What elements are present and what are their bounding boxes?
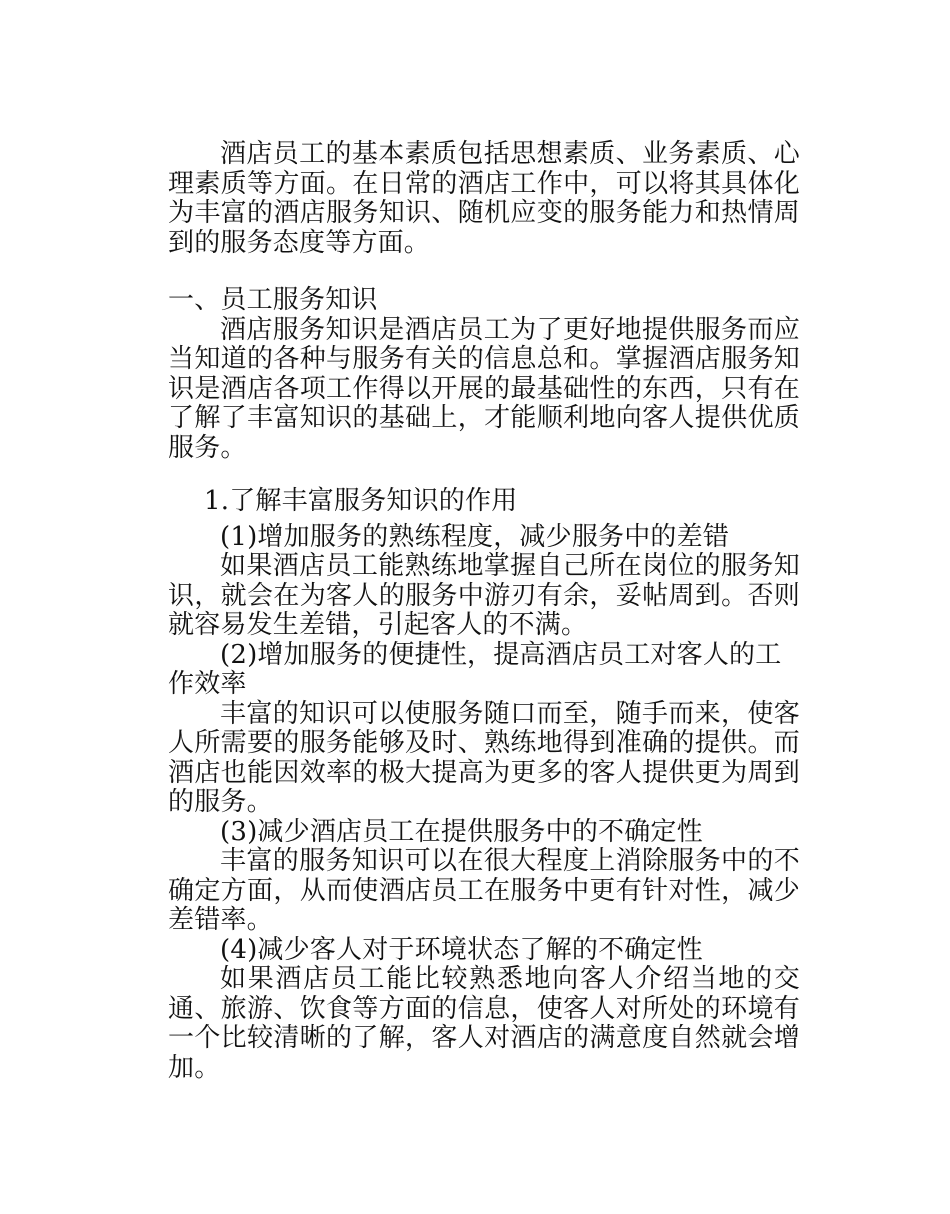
item-paragraph: 丰富的知识可以使服务随口而至，随手而来，使客人所需要的服务能够及时、熟练地得到准确的提供。而酒店也能因效率的极大提高为更多的客人提供更为周到的服务。 (168, 698, 800, 817)
item-heading: (2)增加服务的便捷性，提高酒店员工对客人的工作效率 (168, 639, 782, 699)
item-paragraph: 如果酒店员工能比较熟悉地向客人介绍当地的交通、旅游、饮食等方面的信息，使客人对所处的环境有一个比较清晰的了解，客人对酒店的满意度自然就会增加。 (168, 964, 800, 1083)
section-paragraph: 酒店服务知识是酒店员工为了更好地提供服务而应当知道的各种与服务有关的信息总和。掌握酒店服务知识是酒店各项工作得以开展的最基础性的东西，只有在了解了丰富知识的基础上，才能顺利地向客人提供优质服务。 (168, 314, 800, 463)
spacer (168, 258, 800, 286)
item-paragraph: 丰富的服务知识可以在很大程度上消除服务中的不确定方面，从而使酒店员工在服务中更有针对性，减少差错率。 (168, 846, 800, 935)
subsection-heading: 1.了解丰富服务知识的作用 (204, 486, 518, 516)
spacer (168, 463, 800, 487)
document-page (168, 140, 800, 1083)
item-paragraph: 如果酒店员工能熟练地掌握自己所在岗位的服务知识，就会在为客人的服务中游刃有余，妥帖周到。否则就容易发生差错，引起客人的不满。 (168, 551, 800, 640)
intro-paragraph: 酒店员工的基本素质包括思想素质、业务素质、心理素质等方面。在日常的酒店工作中，可以将其具体化为丰富的酒店服务知识、随机应变的服务能力和热情周到的服务态度等方面。 (168, 139, 800, 258)
item-heading: (1)增加服务的熟练程度，减少服务中的差错 (220, 521, 730, 552)
section-heading: 一、员工服务知识 (168, 285, 378, 315)
item-heading: (3)减少酒店员工在提供服务中的不确定性 (220, 816, 703, 847)
item-heading: (4)减少客人对于环境状态了解的不确定性 (220, 934, 703, 965)
